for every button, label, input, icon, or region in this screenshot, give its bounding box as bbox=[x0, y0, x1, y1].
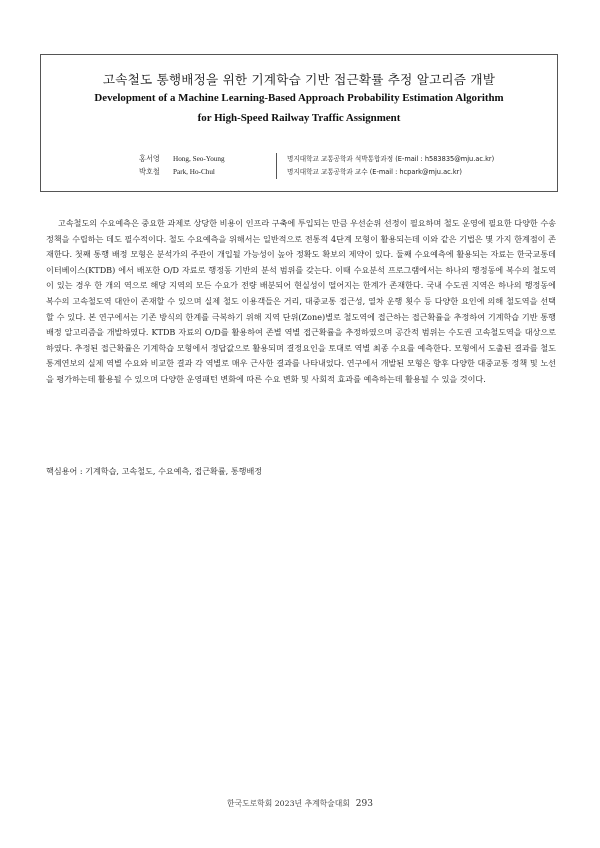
author-name-korean: 박호철 bbox=[139, 167, 160, 176]
author-row bbox=[41, 153, 557, 165]
title-box bbox=[40, 54, 558, 192]
author-name-english: Hong, Seo-Young bbox=[173, 155, 225, 163]
keywords: 핵심용어 : 기계학습, 고속철도, 수요예측, 접근확률, 통행배정 bbox=[46, 466, 263, 476]
page-number: 293 bbox=[355, 799, 373, 809]
author-affiliation: 명지대학교 교통공학과 석박통합과정 (E-mail : h583835@mju.ac.kr) bbox=[287, 155, 495, 163]
abstract-text: 고속철도의 수요예측은 중요한 과제로 상당한 비용이 인프라 구축에 투입되는 만큼 우선순위 선정이 필요하며 철도 운영에 필요한 다양한 수송정책을 수립하는 데도 필수적이다. 철도 수요예측을 위해서는 일반적으로 전통적 4단계 모형이 활용되는데 이와 같은 기법은 몇 가지 한계점이 존재한다. 첫째 통행 배정 모형은 분석가의 주관이 개입될 가능성이 높아 정확도 확보의 제약이 있다. 둘째 수요예측에 활용되는 자료는 한국교통데이터베이스(KTDB) 에서 배포한 O/D 자료로 행정동 기반의 분석 범위를 갖는다. 이때 수요분석 프로그램에서는 하나의 행정동에 복수의 철도역이 있는 경우 한 개의 역으로 해당 지역의 모든 수요가 전량 배분되어 현실성이 떨어지는 한계가 존재한다. 국내 수도권 지역은 하나의 행정동에 복수의 고속철도역 대안이 존재할 수 있으며 실제 철도 이용객들은 거리, 대중교통 접근성, 열차 운행 횟수 등 다양한 요인에 의해 철도역을 선택할 수 있다. 본 연구에서는 기존 방식의 한계를 극복하기 위해 지역 단위(Zone)별로 철도역에 접근하는 접근확률을 추정하여 기계학습 기반 통행배정 알고리즘을 개발하였다. KTDB 자료의 O/D를 활용하여 존별 역별 접근확률을 추정하였으며 공간적 범위는 수도권 고속철도역을 대상으로 하였다. 추정된 접근확률은 기계학습 모형에서 정답값으로 활용되며 결정요인을 토대로 역별 최종 수요를 예측한다. 모형에서 도출된 결과를 철도통계연보의 실제 역별 수요와 비교한 결과 각 역별로 매우 근사한 결과를 나타내었다. 연구에서 개발된 모형은 향후 다양한 대중교통 정책 및 노선을 평가하는데 활용될 수 있으며 다양한 운영패턴 변화에 따른 수요 변화 및 사회적 효과를 예측하는데 활용될 수 있을 것이다. bbox=[46, 218, 556, 384]
author-affiliation: 명지대학교 교통공학과 교수 (E-mail : hcpark@mju.ac.kr) bbox=[287, 168, 462, 176]
page-footer bbox=[0, 798, 600, 809]
author-block bbox=[41, 149, 557, 183]
author-row bbox=[41, 166, 557, 178]
paper-title-english-line1: Development of a Machine Learning-Based Approach Probability Estimation Algorithm bbox=[94, 92, 504, 104]
abstract bbox=[46, 216, 556, 388]
author-name-korean: 홍서영 bbox=[139, 154, 160, 163]
paper-title-english-line2: for High-Speed Railway Traffic Assignment bbox=[197, 112, 401, 124]
conference-name: 한국도로학회 2023년 추계학술대회 bbox=[227, 799, 350, 808]
paper-title-korean: 고속철도 통행배정을 위한 기계학습 기반 접근확률 추정 알고리즘 개발 bbox=[102, 72, 496, 87]
author-name-english: Park, Ho-Chul bbox=[173, 168, 215, 176]
